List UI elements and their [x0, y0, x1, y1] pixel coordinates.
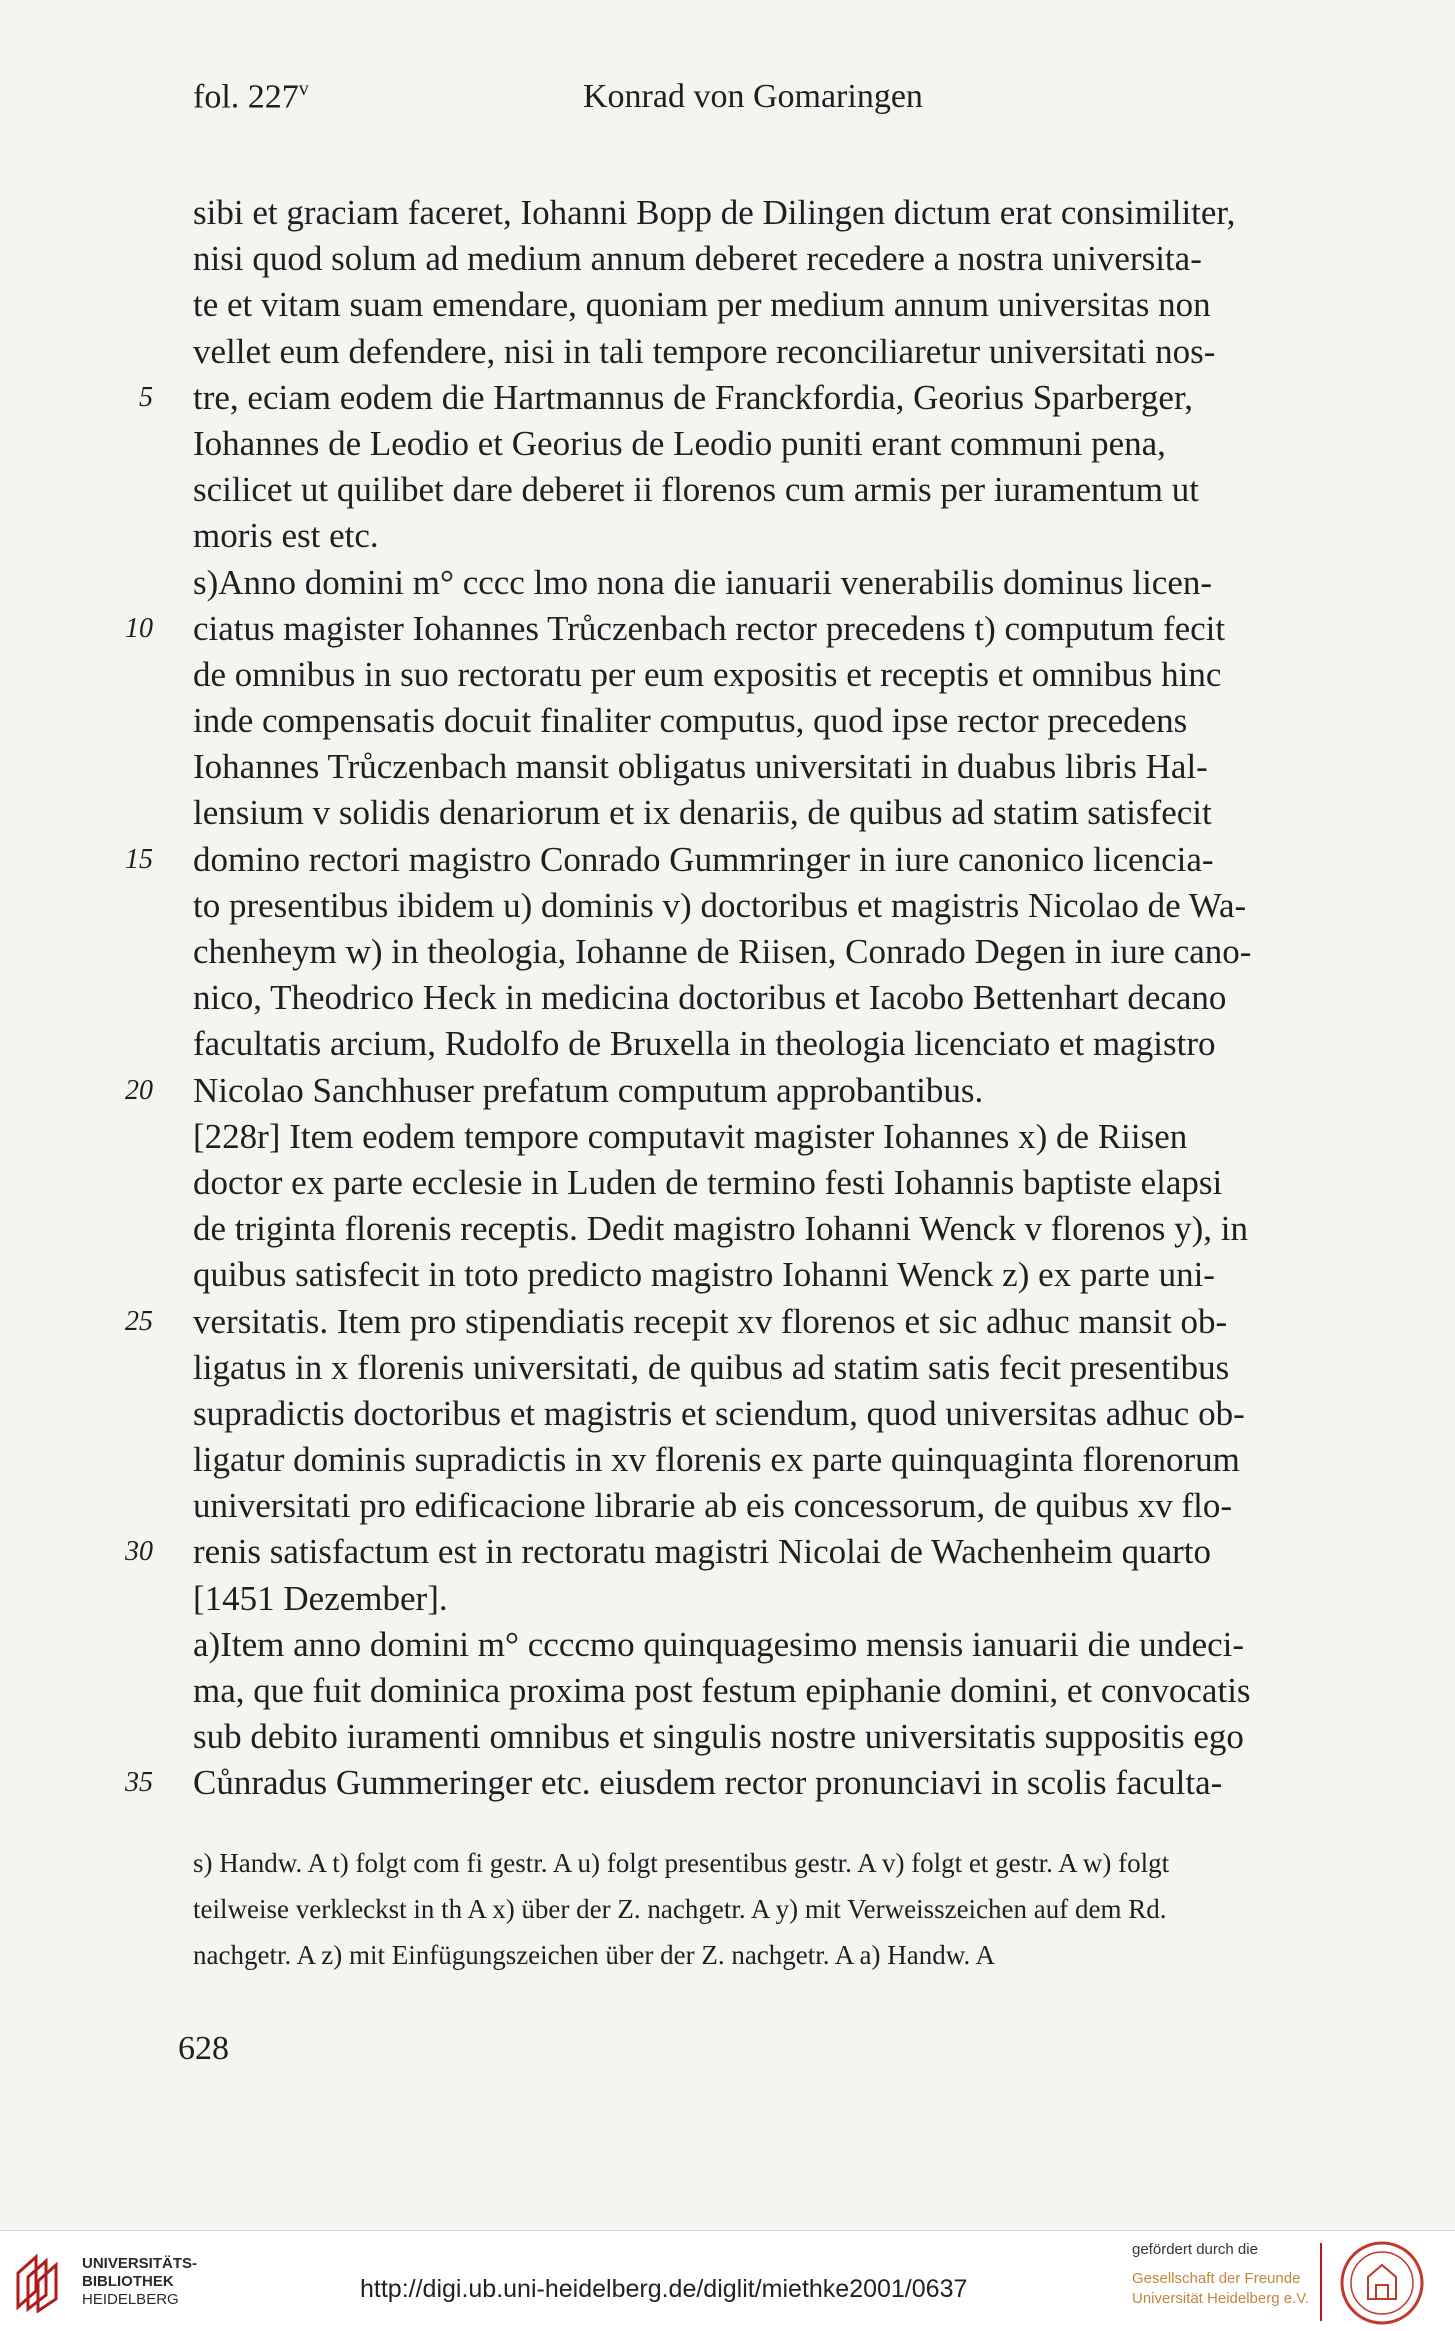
line-number: 20	[125, 1074, 153, 1106]
text-line	[193, 513, 1373, 559]
text-line	[193, 560, 1373, 606]
line-text: Cůnradus Gummeringer etc. eiusdem rector pronunciavi in scolis faculta-	[193, 1763, 1223, 1803]
text-line	[193, 698, 1373, 744]
university-library-logo	[12, 2251, 72, 2313]
library-name: UNIVERSITÄTS- BIBLIOTHEK HEIDELBERG	[82, 2255, 198, 2308]
line-text: de omnibus in suo rectoratu per eum expositis et receptis et omnibus hinc	[193, 654, 1222, 694]
line-text: facultatis arcium, Rudolfo de Bruxella in theologia licenciato et magistro	[193, 1024, 1216, 1064]
line-text: lensium v solidis denariorum et ix denariis, de quibus ad statim satisfecit	[193, 793, 1212, 833]
line-text: a)Item anno domini m° ccccmo quinquagesimo mensis ianuarii die undeci-	[193, 1624, 1245, 1664]
footnote-line: s) Handw. A t) folgt com fi gestr. A u) folgt presentibus gestr. A v) folgt et gestr. A w) folgt	[193, 1848, 1170, 1878]
text-line	[193, 1114, 1373, 1160]
text-line	[193, 1391, 1373, 1437]
line-text: Iohannes de Leodio et Georius de Leodio puniti erant communi pena,	[193, 423, 1166, 463]
text-line	[193, 790, 1373, 836]
text-line	[193, 282, 1373, 328]
text-line	[125, 1068, 1373, 1114]
text-line	[125, 1760, 1373, 1806]
line-text: s)Anno domini m° cccc lmo nona die ianuarii venerabilis dominus licen-	[193, 562, 1213, 602]
text-line	[193, 744, 1373, 790]
text-line	[193, 467, 1373, 513]
line-number: 35	[125, 1767, 153, 1799]
digitization-footer	[0, 2230, 1455, 2331]
text-line	[125, 837, 1373, 883]
text-line	[193, 1622, 1373, 1668]
text-line	[193, 1206, 1373, 1252]
folio-reference: fol. 227$^v$	[193, 78, 309, 116]
line-text: to presentibus ibidem u) dominis v) doctoribus et magistris Nicolao de Wa-	[193, 885, 1247, 925]
text-line	[193, 652, 1373, 698]
line-text: tre, eciam eodem die Hartmannus de Franckfordia, Georius Sparberger,	[193, 377, 1193, 417]
critical-apparatus	[193, 1840, 1373, 1978]
line-text: sub debito iuramenti omnibus et singulis nostre universitatis suppositis ego	[193, 1717, 1244, 1757]
line-text: nico, Theodrico Heck in medicina doctoribus et Iacobo Bettenhart decano	[193, 978, 1227, 1018]
running-header	[193, 78, 983, 128]
line-text: inde compensatis docuit finaliter computus, quod ipse rector precedens	[193, 701, 1188, 741]
line-text: supradictis doctoribus et magistris et sciendum, quod universitas adhuc ob-	[193, 1393, 1245, 1433]
text-line	[193, 190, 1373, 236]
line-number: 30	[125, 1536, 153, 1568]
line-text: [228r] Item eodem tempore computavit magister Iohannes x) de Riisen	[193, 1116, 1188, 1156]
line-text: chenheym w) in theologia, Iohanne de Riisen, Conrado Degen in iure cano-	[193, 932, 1252, 971]
line-number: 15	[125, 843, 153, 875]
text-line	[125, 1299, 1373, 1345]
text-line	[193, 1345, 1373, 1391]
line-number: 25	[125, 1305, 153, 1337]
text-line	[193, 1252, 1373, 1298]
line-text: universitati pro edificacione librarie ab eis concessorum, de quibus xv flo-	[193, 1486, 1232, 1526]
line-text: de triginta florenis receptis. Dedit magistro Iohanni Wenck v florenos y), in	[193, 1209, 1249, 1249]
line-text: Iohannes Trůczenbach mansit obligatus universitati in duabus libris Hal-	[193, 747, 1208, 787]
university-seal-icon	[1338, 2239, 1426, 2327]
line-text: te et vitam suam emendare, quoniam per medium annum universitas non	[193, 285, 1211, 325]
line-text: ligatur dominis supradictis in xv florenis ex parte quinquaginta florenorum	[193, 1440, 1240, 1480]
line-text: moris est etc.	[193, 516, 379, 556]
line-text: ligatus in x florenis universitati, de quibus ad statim satis fecit presentibus	[193, 1347, 1230, 1387]
permalink[interactable]: http://digi.ub.uni-heidelberg.de/diglit/miethke2001/0637	[360, 2275, 968, 2303]
line-text: ma, que fuit dominica proxima post festum epiphanie domini, et convocatis	[193, 1671, 1251, 1710]
line-text: domino rectori magistro Conrado Gummringer in iure canonico licencia-	[193, 839, 1214, 879]
text-line	[193, 929, 1373, 975]
line-text: versitatis. Item pro stipendiatis recepit xv florenos et sic adhuc mansit ob-	[193, 1301, 1228, 1341]
line-text: [1451 Dezember].	[193, 1578, 448, 1618]
text-line	[193, 1437, 1373, 1483]
line-text: ciatus magister Iohannes Trůczenbach rector precedens t) computum fecit	[193, 608, 1226, 648]
footer-divider	[1320, 2243, 1322, 2321]
text-line	[193, 421, 1373, 467]
sponsor-name: Gesellschaft der Freunde Universität Heidelberg e.V.	[1132, 2270, 1310, 2307]
text-line	[125, 606, 1373, 652]
footnote-line: nachgetr. A z) mit Einfügungszeichen über der Z. nachgetr. A a) Handw. A	[193, 1940, 996, 1970]
line-text: Nicolao Sanchhuser prefatum computum approbantibus.	[193, 1070, 984, 1110]
footnote-line: teilweise verkleckst in th A x) über der Z. nachgetr. A y) mit Verweisszeichen auf dem Rd.	[193, 1894, 1167, 1924]
text-line	[193, 1576, 1373, 1622]
text-line	[125, 1529, 1373, 1575]
line-text: doctor ex parte ecclesie in Luden de termino festi Iohannis baptiste elapsi	[193, 1162, 1223, 1202]
line-text: vellet eum defendere, nisi in tali tempore reconciliaretur universitati nos-	[193, 331, 1216, 371]
text-line	[193, 236, 1373, 282]
line-number: 5	[139, 381, 153, 413]
text-line	[193, 1021, 1373, 1067]
text-line	[193, 1668, 1373, 1714]
text-line	[193, 975, 1373, 1021]
text-line	[193, 1483, 1373, 1529]
text-line	[193, 1714, 1373, 1760]
page-number: 628	[178, 2030, 229, 2067]
sponsor-label: gefördert durch die	[1132, 2241, 1258, 2258]
edition-text	[125, 190, 1373, 1807]
line-text: scilicet ut quilibet dare deberet ii florenos cum armis per iuramentum ut	[193, 470, 1199, 510]
line-text: renis satisfactum est in rectoratu magistri Nicolai de Wachenheim quarto	[193, 1532, 1212, 1572]
text-line	[193, 329, 1373, 375]
text-line	[139, 375, 1373, 421]
text-line	[193, 1160, 1373, 1206]
line-number: 10	[125, 612, 153, 644]
line-text: sibi et graciam faceret, Iohanni Bopp de Dilingen dictum erat consimiliter,	[193, 193, 1236, 232]
line-text: nisi quod solum ad medium annum deberet recedere a nostra universita-	[193, 239, 1202, 279]
running-title: Konrad von Gomaringen	[583, 78, 923, 115]
text-line	[193, 883, 1373, 929]
line-text: quibus satisfecit in toto predicto magistro Iohanni Wenck z) ex parte uni-	[193, 1255, 1215, 1295]
